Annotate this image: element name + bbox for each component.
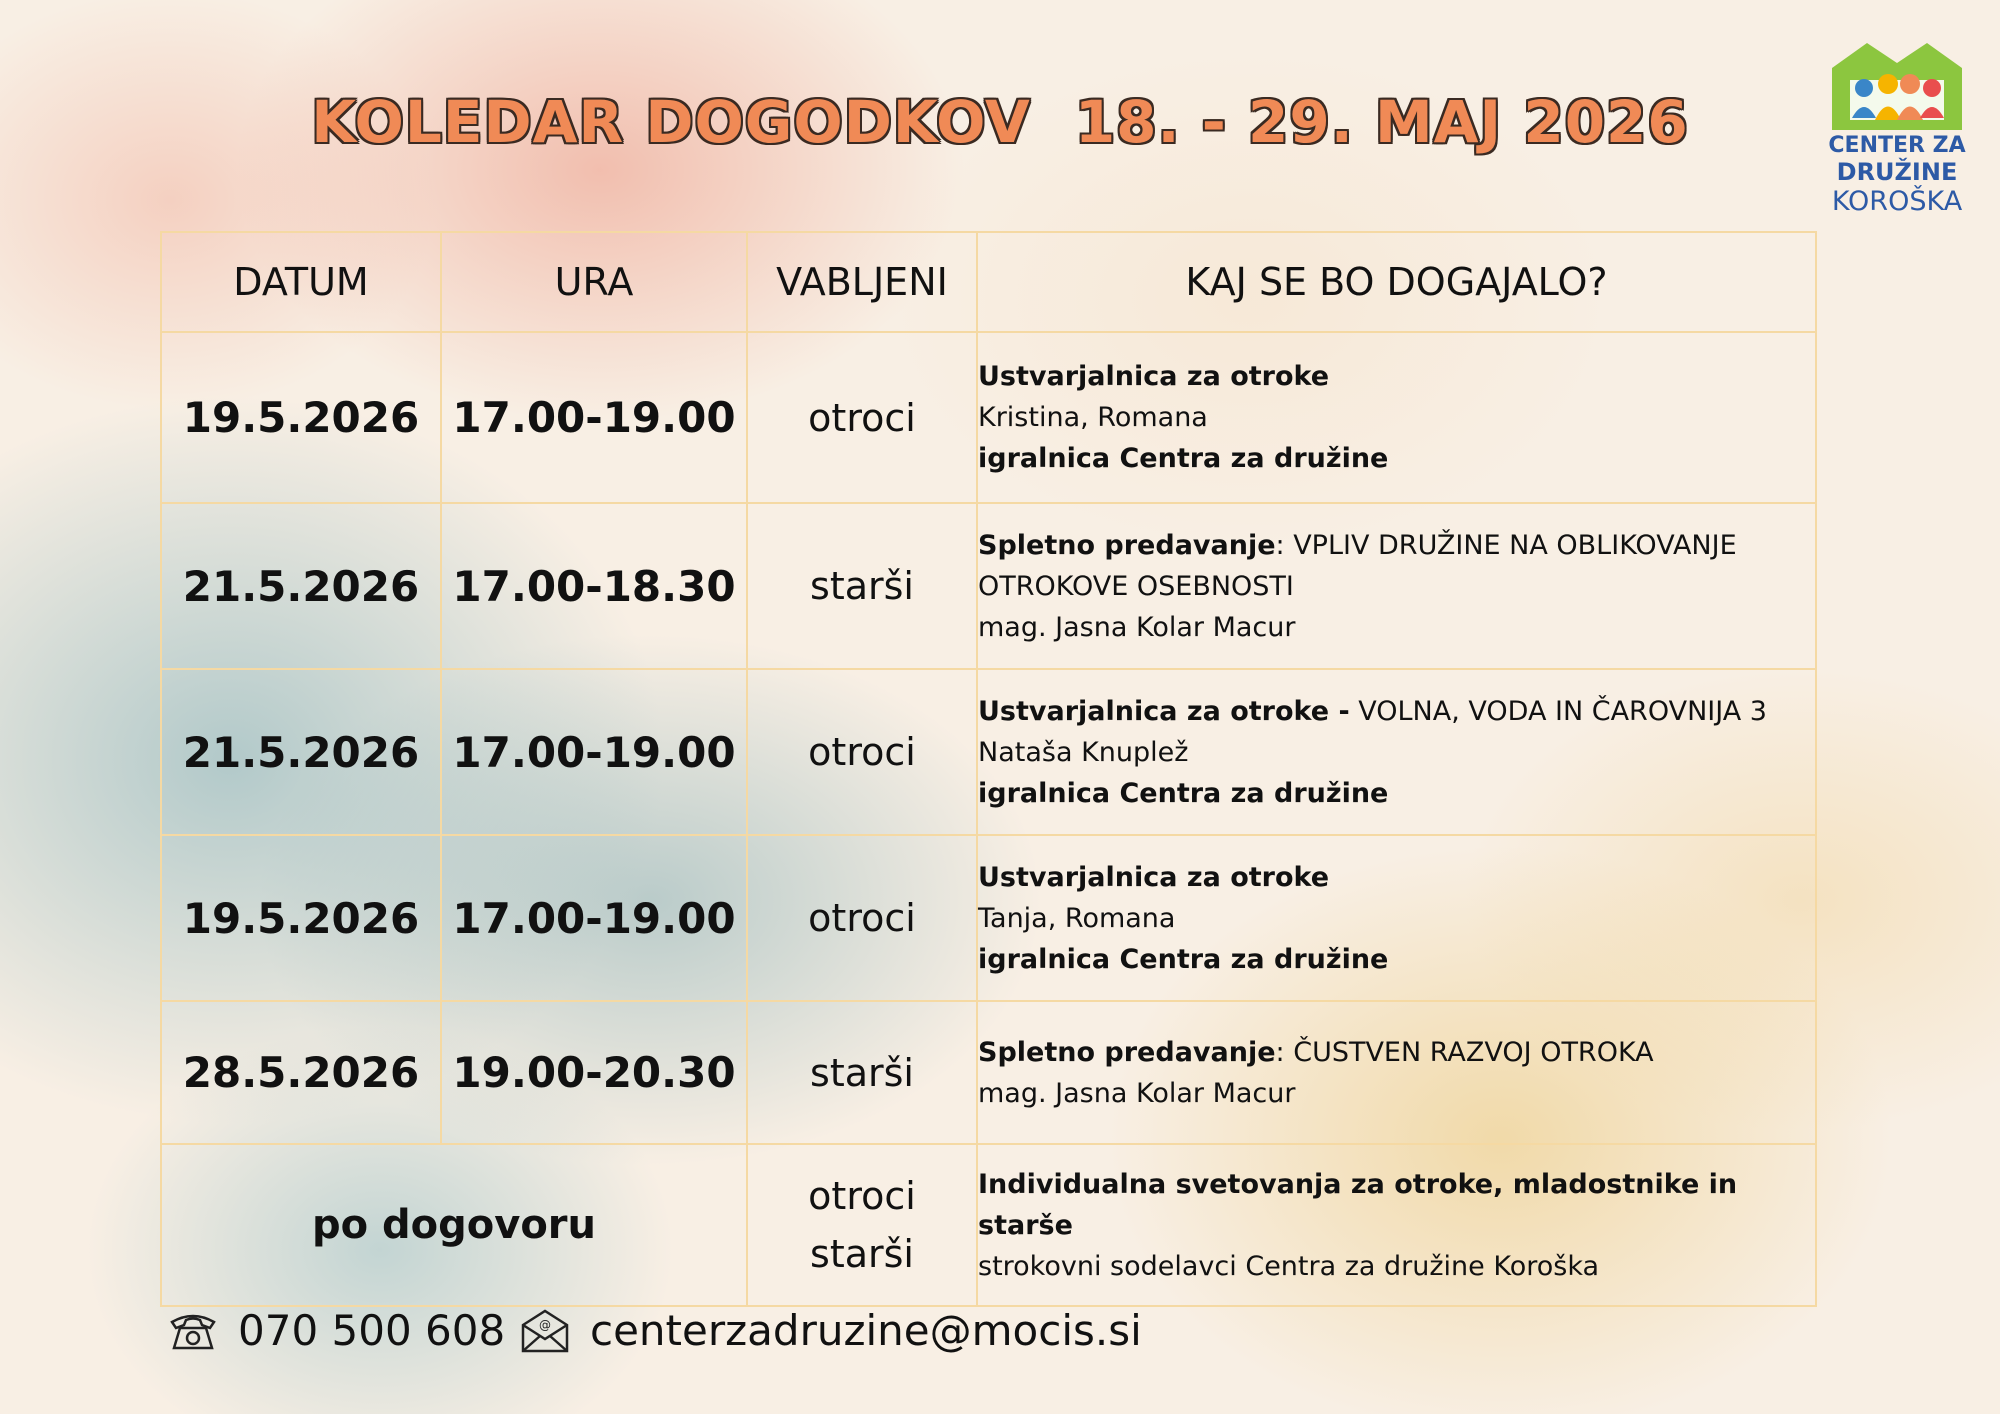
event-time: 17.00-19.00 — [441, 669, 747, 835]
event-title: Spletno predavanje — [978, 529, 1276, 561]
event-title: Ustvarjalnica za otroke — [978, 861, 1330, 893]
event-description — [977, 1001, 1816, 1144]
event-leaders: Kristina, Romana — [978, 402, 1208, 433]
event-title: Individualna svetovanja za otroke, mladostnike in starše — [978, 1168, 1738, 1241]
event-description — [977, 503, 1816, 669]
logo-line1: CENTER ZA — [1828, 133, 1966, 158]
logo-line2: DRUŽINE — [1836, 158, 1958, 186]
contact-email — [520, 1300, 1142, 1360]
event-audience: starši — [747, 503, 977, 669]
event-time: 17.00-19.00 — [441, 835, 747, 1001]
center-logo — [1822, 38, 1972, 223]
title-dates: 18. - 29. MAJ 2026 — [1074, 88, 1689, 156]
event-location: igralnica Centra za družine — [978, 943, 1389, 975]
event-audience: otroci — [747, 835, 977, 1001]
title-main: KOLEDAR DOGODKOV — [311, 88, 1031, 156]
table-row — [161, 1001, 1816, 1144]
event-date: 21.5.2026 — [161, 669, 441, 835]
event-leaders: Tanja, Romana — [978, 902, 1176, 934]
event-leaders: strokovni sodelavci Centra za družine Koroška — [978, 1250, 1600, 1282]
event-leaders: Nataša Knuplež — [978, 736, 1189, 768]
event-description — [977, 669, 1816, 835]
event-topic: : ČUSTVEN RAZVOJ OTROKA — [1275, 1036, 1654, 1068]
audience-children: otroci — [808, 1174, 916, 1218]
logo-line3: KOROŠKA — [1831, 186, 1963, 217]
table-row — [161, 669, 1816, 835]
event-description — [977, 835, 1816, 1001]
event-description — [977, 332, 1816, 503]
table-row — [161, 835, 1816, 1001]
email-address[interactable]: centerzadruzine@mocis.si — [590, 1305, 1142, 1355]
header-date: DATUM — [161, 232, 441, 332]
header-time: URA — [441, 232, 747, 332]
table-row — [161, 332, 1816, 503]
event-description — [977, 1144, 1816, 1306]
event-time: 19.00-20.30 — [441, 1001, 747, 1144]
event-lecturer: mag. Jasna Kolar Macur — [978, 611, 1296, 643]
event-date: 19.5.2026 — [161, 332, 441, 503]
event-title: Spletno predavanje — [978, 1036, 1276, 1068]
header-invited: VABLJENI — [747, 232, 977, 332]
page-title — [0, 88, 2000, 156]
event-topic: VOLNA, VODA IN ČAROVNIJA 3 — [1349, 695, 1767, 727]
event-date: 28.5.2026 — [161, 1001, 441, 1144]
by-arrangement: po dogovoru — [161, 1144, 747, 1306]
audience-parents: starši — [810, 1232, 914, 1276]
table-header-row — [161, 232, 1816, 332]
header-description: KAJ SE BO DOGAJALO? — [977, 232, 1816, 332]
logo-house-icon — [1822, 38, 1972, 138]
event-time: 17.00-19.00 — [441, 332, 747, 503]
event-topic: : VPLIV DRUŽINE NA OBLIKOVANJE OTROKOVE OSEBNOSTI — [978, 529, 1737, 602]
svg-text:@: @ — [539, 1318, 551, 1332]
event-date: 21.5.2026 — [161, 503, 441, 669]
event-location: igralnica Centra za družine — [978, 443, 1389, 474]
table-row-last — [161, 1144, 1816, 1306]
event-audience: starši — [747, 1001, 977, 1144]
email-icon — [520, 1307, 570, 1353]
event-audience — [747, 1144, 977, 1306]
phone-number: 070 500 608 — [238, 1305, 506, 1355]
table-row — [161, 503, 1816, 669]
contact-phone — [168, 1300, 505, 1360]
event-time: 17.00-18.30 — [441, 503, 747, 669]
event-title: Ustvarjalnica za otroke — [978, 361, 1330, 392]
event-location: igralnica Centra za družine — [978, 777, 1389, 809]
phone-icon — [168, 1308, 218, 1352]
events-table — [160, 231, 1817, 1307]
event-date: 19.5.2026 — [161, 835, 441, 1001]
event-audience: otroci — [747, 669, 977, 835]
event-lecturer: mag. Jasna Kolar Macur — [978, 1077, 1296, 1109]
event-title: Ustvarjalnica za otroke - — [978, 695, 1350, 727]
event-audience: otroci — [747, 332, 977, 503]
